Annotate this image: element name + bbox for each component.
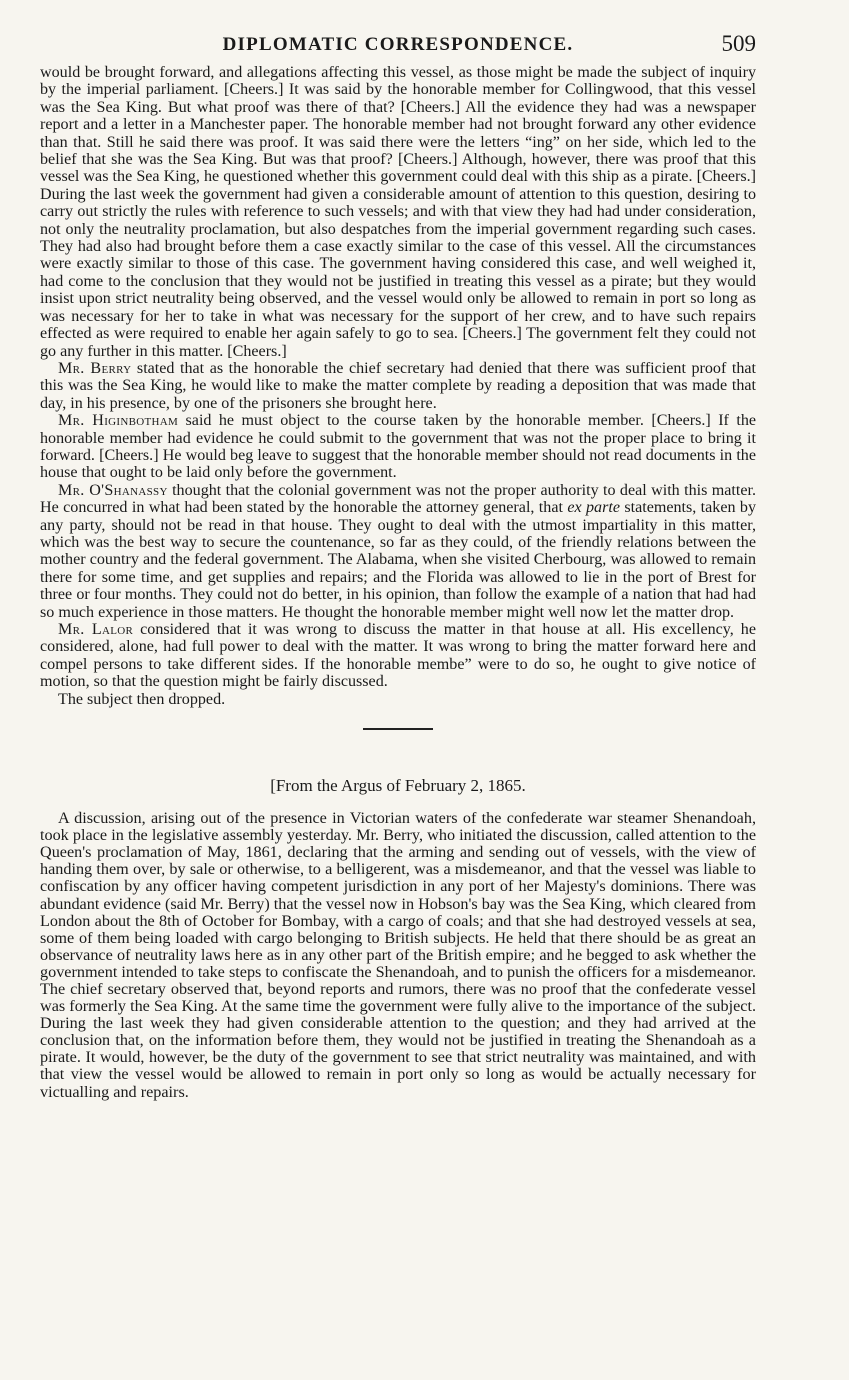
running-title: DIPLOMATIC CORRESPONDENCE. xyxy=(222,34,574,55)
page-number: 509 xyxy=(721,31,756,56)
speaker-name: Mr. Lalor xyxy=(58,621,134,638)
paragraph-text: thought that the colonial government was not the proper authority to deal with this matter. He concurred in what had been stated by the honorable the attorney general, that xyxy=(40,481,756,517)
debate-section xyxy=(40,64,756,708)
document-page xyxy=(40,31,757,1101)
paragraph-text: considered that it was wrong to discuss the matter in that house at all. His excellency, he considered, alone, had full power to deal with the matter. It was wrong to bring the matter forward here and compel persons to take different sides. If the honorable membe” were to do so, he ought to give notice of motion, so that the question might be fairly discussed. xyxy=(40,621,756,691)
paragraph-berry xyxy=(40,360,756,412)
argus-section xyxy=(40,810,756,1101)
paragraph-argus-report: A discussion, arising out of the presence in Victorian waters of the confederate war steamer Shenandoah, took place in the legislative assembly yesterday. Mr. Berry, who initiated the discussion, called attention to the Queen's proclamation of May, 1861, declaring that the arming and sending out of vessels, with the view of handing them over, by sale or otherwise, to a belligerent, was a misdemeanor, and that the vessel was liable to confiscation by any officer having competent jurisdiction in any port of her Majesty's dominions. There was abundant evidence (said Mr. Berry) that the vessel now in Hobson's bay was the Sea King, which cleared from London about the 8th of October for Bombay, with a cargo of coals; and that she had destroyed vessels at sea, some of them being loaded with cargo belonging to British subjects. He held that there should be as great an observance of neutrality laws here as in any other part of the British empire; and he begged to ask whether the government intended to take steps to confiscate the Shenandoah, and to punish the officers for a misdemeanor. The chief secretary observed that, beyond reports and rumors, there was no proof that the confederate vessel was formerly the Sea King. At the same time the government were fully alive to the importance of the subject. During the last week they had given considerable attention to the question; and they had arrived at the conclusion that, on the information before them, they would not be justified in treating the Shenandoah as a pirate. It would, however, be the duty of the government to see that strict neutrality was maintained, and with that view the vessel would be allowed to remain in port only so long as would be actually necessary for victualling and repairs. xyxy=(40,809,756,1101)
source-heading: [From the Argus of February 2, 1865. xyxy=(270,776,526,796)
running-header xyxy=(40,31,756,64)
section-divider xyxy=(363,728,433,730)
paragraph-lalor xyxy=(40,621,756,691)
paragraph-higinbotham xyxy=(40,412,756,482)
paragraph-continued: would be brought forward, and allegations affecting this vessel, as those might be made the subject of inquiry by the imperial parliament. [Cheers.] It was said by the honorable member for Collingwood, that this vessel was the Sea King. But what proof was there of that? [Cheers.] All the evidence they had was a newspaper report and a letter in a Manchester paper. The honorable member had not brought forward any other evidence than that. Still he said there was proof. It was said there were the letters “ing” on her side, which led to the belief that she was the Sea King. But was that proof? [Cheers.] Although, however, there was proof that this vessel was the Sea King, he questioned whether this government could deal with this ship as a pirate. [Cheers.] During the last week the government had given a considerable amount of attention to this question, desiring to carry out strictly the rules with reference to such vessels; and with that view they had had under consideration, not only the neutrality proclamation, but also despatches from the imperial government regarding such cases. They had also had brought before them a case exactly similar to the case of this vessel. All the circumstances were exactly similar to those of this case. The government having considered this case, and well weighed it, had come to the conclusion that they would not be justified in treating this vessel as a pirate; but they would insist upon strict neutrality being observed, and the vessel would only be allowed to remain in port so long as was necessary for her to take in what was necessary for the support of her crew, and to have such repairs effected as were required to enable her again safely to go to sea. [Cheers.] The government felt they could not go any further in this matter. [Cheers.] xyxy=(40,64,756,360)
speaker-name: Mr. Higinbotham xyxy=(58,412,179,430)
speaker-name: Mr. Berry xyxy=(58,359,132,377)
paragraph-text: said he must object to the course taken by the honorable member. [Cheers.] If the honorable member had evidence he could submit to the government that was not the proper place to bring it forward. [Cheers.] He would beg leave to suggest that the honorable member should not read documents in the house that ought to be laid only before the government. xyxy=(40,412,757,482)
paragraph-text: statements, taken by any party, should not be read in that house. They ought to deal with the utmost impartiality in this matter, which was the best way to secure the countenance, so far as they could, of the friendly relations between the mother country and the federal government. The Alabama, when she visited Cherbourg, was allowed to remain there for some time, and get supplies and repairs; and the Florida was allowed to lie in the port of Brest for three or four months. They could not do better, in his opinion, than follow the example of a nation that had had so much experience in those matters. He thought the honorable member might well now let the matter drop. xyxy=(40,499,756,621)
paragraph-oshanassy xyxy=(40,482,756,621)
paragraph-closing: The subject then dropped. xyxy=(58,690,226,708)
italic-phrase: ex parte xyxy=(567,499,620,517)
speaker-name: Mr. O'Shanassy xyxy=(58,481,168,499)
paragraph-text: stated that as the honorable the chief secretary had denied that there was sufficient proof that this was the Sea King, he would like to make the matter complete by reading a deposition that was made that day, in his presence, by one of the prisoners she brought here. xyxy=(40,359,757,412)
